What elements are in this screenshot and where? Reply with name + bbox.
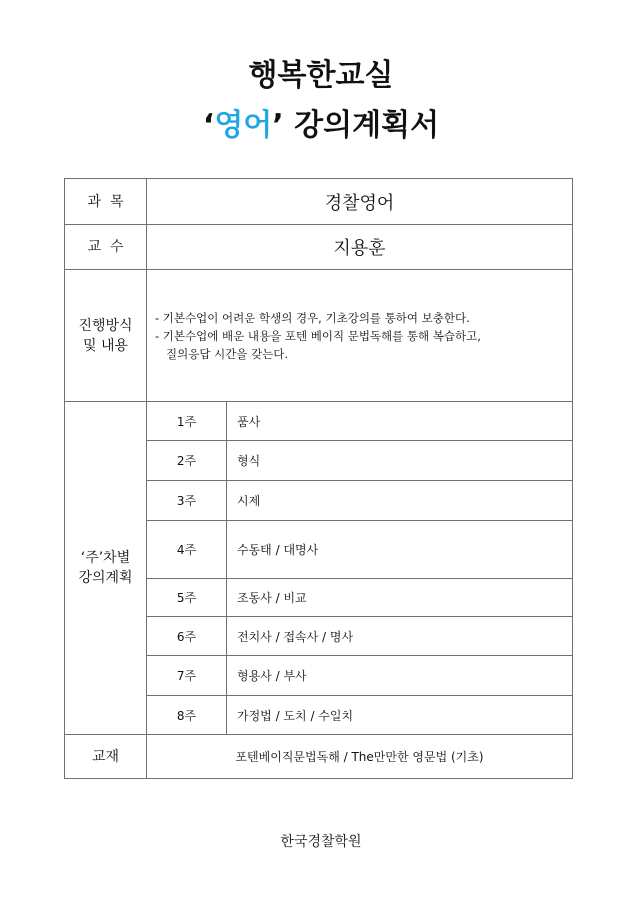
textbook-value: 포텐베이직문법독해 / The만만한 영문법 (기초) [147, 735, 573, 779]
method-row [65, 270, 573, 402]
week-number: 8주 [147, 696, 227, 735]
week-topic: 시제 [227, 481, 573, 521]
method-label-line1: 진행방식 [78, 317, 133, 334]
method-label-line2: 및 내용 [82, 337, 129, 354]
subtitle-open-quote: ‘ [202, 108, 215, 143]
week-topic: 형용사 / 부사 [227, 656, 573, 696]
week-topic: 가정법 / 도치 / 수일치 [227, 696, 573, 735]
method-content [147, 270, 573, 402]
weekly-plan-label [65, 402, 147, 735]
professor-value: 지용훈 [147, 225, 573, 270]
week-number: 6주 [147, 617, 227, 656]
week-topic: 전치사 / 접속사 / 명사 [227, 617, 573, 656]
method-line-1: - 기본수업이 어려운 학생의 경우, 기초강의를 통하여 보충한다. [155, 310, 470, 325]
textbook-row [65, 735, 573, 779]
lecture-plan-table [64, 178, 573, 779]
week-number: 5주 [147, 579, 227, 617]
week-topic: 조동사 / 비교 [227, 579, 573, 617]
professor-row [65, 225, 573, 270]
week-number: 3주 [147, 481, 227, 521]
week-number: 1주 [147, 402, 227, 441]
subtitle-accent-word: 영어 [214, 108, 273, 143]
method-label [65, 270, 147, 402]
week-topic: 수동태 / 대명사 [227, 521, 573, 579]
week-topic: 형식 [227, 441, 573, 481]
textbook-label: 교재 [65, 735, 147, 779]
week-number: 7주 [147, 656, 227, 696]
subtitle-rest: 강의계획서 [283, 108, 440, 143]
week-number: 4주 [147, 521, 227, 579]
weekly-label-line2: 강의계획 [78, 570, 133, 586]
document-title: 행복한교실 [248, 58, 394, 93]
week-topic: 품사 [227, 402, 573, 441]
weekly-label-line1: ‘주’차별 [80, 550, 131, 566]
method-line-3: 질의응답 시간을 갖는다. [166, 346, 289, 361]
subject-row [65, 179, 573, 225]
document-subtitle [0, 108, 642, 144]
professor-label: 교 수 [65, 225, 147, 270]
week-number: 2주 [147, 441, 227, 481]
institution-name: 한국경찰학원 [280, 834, 362, 850]
week-row-1 [65, 402, 573, 441]
subject-label: 과 목 [65, 179, 147, 225]
subject-value: 경찰영어 [147, 179, 573, 225]
subtitle-close-quote: ’ [272, 108, 284, 143]
method-line-2: - 기본수업에 배운 내용을 포텐 베이직 문법독해를 통해 복습하고, [155, 328, 481, 343]
